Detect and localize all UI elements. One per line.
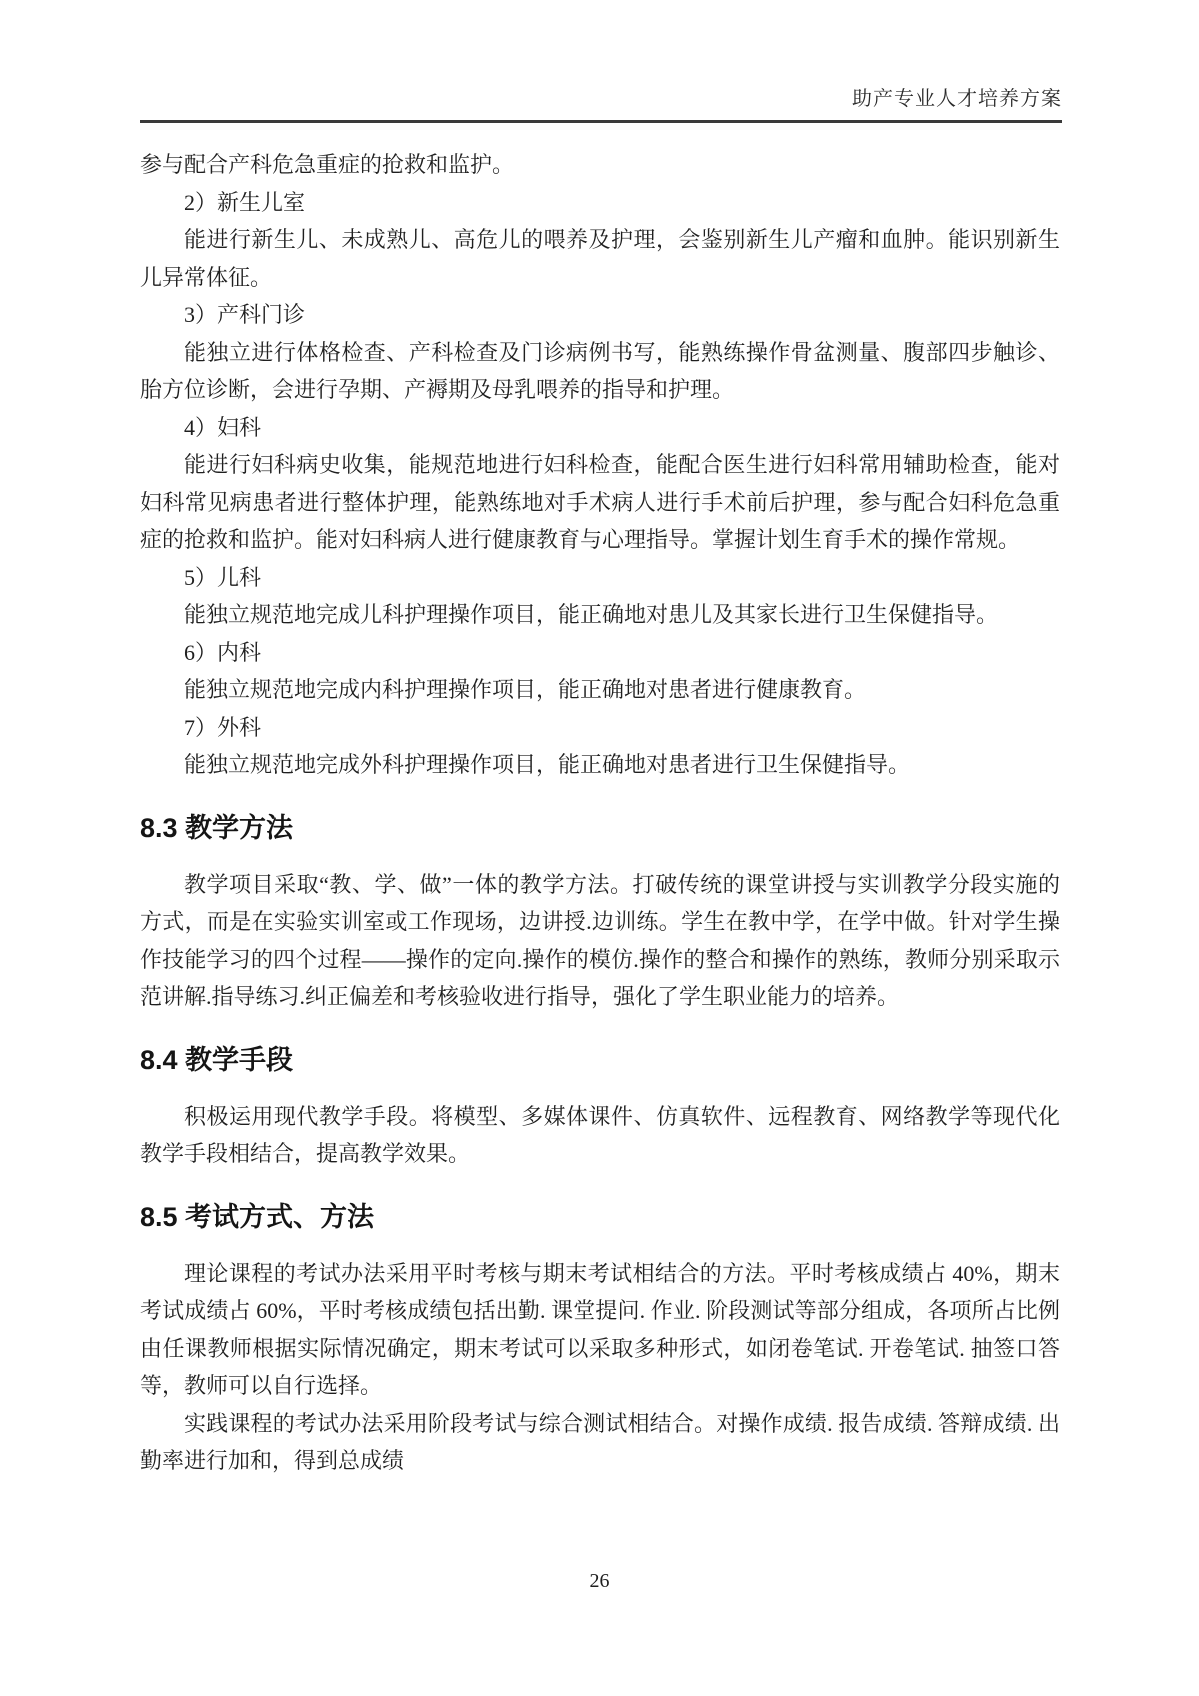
heading-8-3-teaching-methods: 8.3 教学方法 <box>140 812 294 843</box>
para-neonatal-room: 能进行新生儿、未成熟儿、高危儿的喂养及护理，会鉴别新生儿产瘤和血肿。能识别新生儿异常体征。 <box>140 227 1060 290</box>
para-theory-exam: 理论课程的考试办法采用平时考核与期末考试相结合的方法。平时考核成绩占 40%，期末考试成绩占 60%，平时考核成绩包括出勤. 课堂提问. 作业. 阶段测试等部分组成，各项所占比例由任课教师根据实际情况确定，期末考试可以采取多种形式，如闭卷笔试. 开卷笔试. 抽签口答等，教师可以自行选择。 <box>140 1260 1060 1398</box>
header-rule <box>140 120 1062 123</box>
para-surgery: 能独立规范地完成外科护理操作项目，能正确地对患者进行卫生保健指导。 <box>184 752 911 777</box>
heading-8-5-exam-methods: 8.5 考试方式、方法 <box>140 1201 375 1232</box>
para-teaching-means: 积极运用现代教学手段。将模型、多媒体课件、仿真软件、远程教育、网络教学等现代化教学手段相结合，提高教学效果。 <box>140 1103 1060 1166</box>
para-obstetric-rescue-continuation: 参与配合产科危急重症的抢救和监护。 <box>140 152 515 177</box>
para-internal-medicine: 能独立规范地完成内科护理操作项目，能正确地对患者进行健康教育。 <box>184 677 867 702</box>
item-3-obstetric-clinic: 3）产科门诊 <box>184 302 306 327</box>
para-gynecology: 能进行妇科病史收集，能规范地进行妇科检查，能配合医生进行妇科常用辅助检查，能对妇科常见病患者进行整体护理，能熟练地对手术病人进行手术前后护理，参与配合妇科危急重症的抢救和监护。能对妇科病人进行健康教育与心理指导。掌握计划生育手术的操作常规。 <box>140 452 1060 552</box>
page-number: 26 <box>589 1570 610 1592</box>
header-title: 助产专业人才培养方案 <box>852 88 1062 110</box>
para-practice-exam: 实践课程的考试办法采用阶段考试与综合测试相结合。对操作成绩. 报告成绩. 答辩成绩. 出勤率进行加和，得到总成绩 <box>140 1410 1060 1473</box>
page-footer <box>0 1568 1199 1594</box>
para-teaching-methods: 教学项目采取“教、学、做”一体的教学方法。打破传统的课堂讲授与实训教学分段实施的方式，而是在实验实训室或工作现场，边讲授.边训练。学生在教中学，在学中做。针对学生操作技能学习的四个过程——操作的定向.操作的模仿.操作的整合和操作的熟练，教师分别采取示范讲解.指导练习.纠正偏差和考核验收进行指导，强化了学生职业能力的培养。 <box>140 871 1060 1009</box>
para-obstetric-clinic: 能独立进行体格检查、产科检查及门诊病例书写，能熟练操作骨盆测量、腹部四步触诊、胎方位诊断，会进行孕期、产褥期及母乳喂养的指导和护理。 <box>140 339 1060 402</box>
item-6-internal-medicine: 6）内科 <box>184 639 262 665</box>
item-2-neonatal-room: 2）新生儿室 <box>184 189 306 215</box>
item-5-pediatrics: 5）儿科 <box>184 564 262 590</box>
item-7-surgery: 7）外科 <box>184 714 262 740</box>
heading-8-4-teaching-means: 8.4 教学手段 <box>140 1044 294 1075</box>
item-4-gynecology: 4）妇科 <box>184 414 262 440</box>
document-body <box>140 146 1060 1480</box>
page-header <box>140 0 1062 123</box>
para-pediatrics: 能独立规范地完成儿科护理操作项目，能正确地对患儿及其家长进行卫生保健指导。 <box>184 602 999 627</box>
